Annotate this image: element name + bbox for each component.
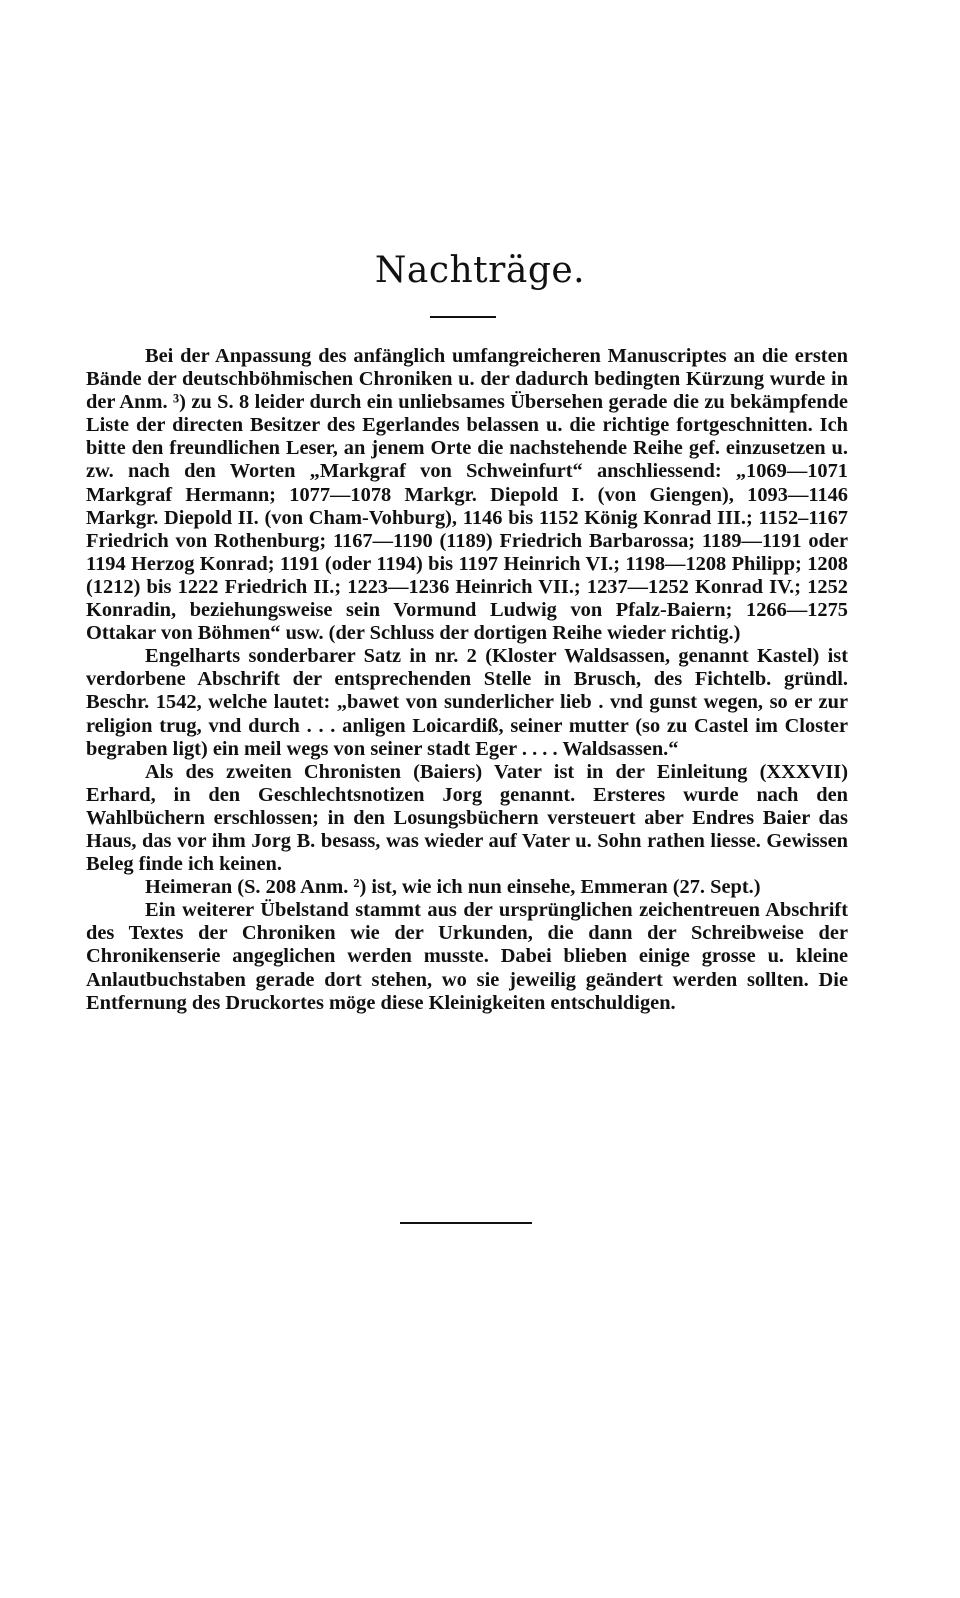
paragraph-chronist-vater: Als des zweiten Chronisten (Baiers) Vater ist in der Einleitung (XXXVII) Erhard, in den Geschlechtsnotizen Jorg genannt. Ersteres wurde nach den Wahlbüchern erschlossen; in den Losungsbüchern versteuert aber Endres Baier das Haus, das vor ihm Jorg B. besass, was wieder auf Vater u. Sohn rathen liesse. Gewissen Beleg finde ich keinen. <box>86 760 848 876</box>
title-divider <box>430 316 496 318</box>
body-text <box>86 345 848 1015</box>
paragraph-nachtrag-liste: Bei der Anpassung des anfänglich umfangreicheren Manuscriptes an die ersten Bände der deutschböhmischen Chroniken u. der dadurch bedingten Kürzung wurde in der Anm. ³) zu S. 8 leider durch ein unliebsames Übersehen gerade die zu bekämpfende Liste der directen Besitzer des Egerlandes belassen u. die richtige fortgeschnitten. Ich bitte den freundlichen Leser, an jenem Orte die nachstehende Reihe gef. einzusetzen u. zw. nach den Worten „Markgraf von Schweinfurt“ anschliessend: „1069—1071 Markgraf Hermann; 1077—1078 Markgr. Diepold I. (von Giengen), 1093—1146 Markgr. Diepold II. (von Cham-Vohburg), 1146 bis 1152 König Konrad III.; 1152–1167 Friedrich von Rothenburg; 1167—1190 (1189) Friedrich Barbarossa; 1189—1191 oder 1194 Herzog Konrad; 1191 (oder 1194) bis 1197 Heinrich VI.; 1198—1208 Philipp; 1208 (1212) bis 1222 Friedrich II.; 1223—1236 Heinrich VII.; 1237—1252 Konrad IV.; 1252 Konradin, beziehungsweise sein Vormund Ludwig von Pfalz-Baiern; 1266—1275 Ottakar von Böhmen“ usw. (der Schluss der dortigen Reihe wieder richtig.) <box>86 345 848 645</box>
paragraph-heimeran: Heimeran (S. 208 Anm. ²) ist, wie ich nun einsehe, Emmeran (27. Sept.) <box>145 876 761 899</box>
paragraph-engelhart: Engelharts sonderbarer Satz in nr. 2 (Kloster Waldsassen, genannt Kastel) ist verdorbene Abschrift der entsprechenden Stelle in Brusch, des Fichtelb. gründl. Beschr. 1542, welche lautet: „bawet von sunderlicher lieb . vnd gunst wegen, so er zur religion trug, vnd durch . . . anligen Loicardiß, seiner mutter (so zu Castel im Closter begraben ligt) ein meil wegs von seiner stadt Eger . . . . Waldsassen.“ <box>86 645 848 760</box>
end-divider <box>400 1222 532 1224</box>
page-title: Nachträge. <box>374 250 586 291</box>
paragraph-uebelstand: Ein weiterer Übelstand stammt aus der ursprünglichen zeichentreuen Abschrift des Textes der Chroniken wie der Urkunden, die dann der Schreibweise der Chronikenserie angeglichen werden musste. Dabei blieben einige grosse u. kleine Anlautbuchstaben gerade dort stehen, wo sie jeweilig geändert werden sollten. Die Entfernung des Druckortes möge diese Kleinigkeiten entschuldigen. <box>86 899 848 1014</box>
